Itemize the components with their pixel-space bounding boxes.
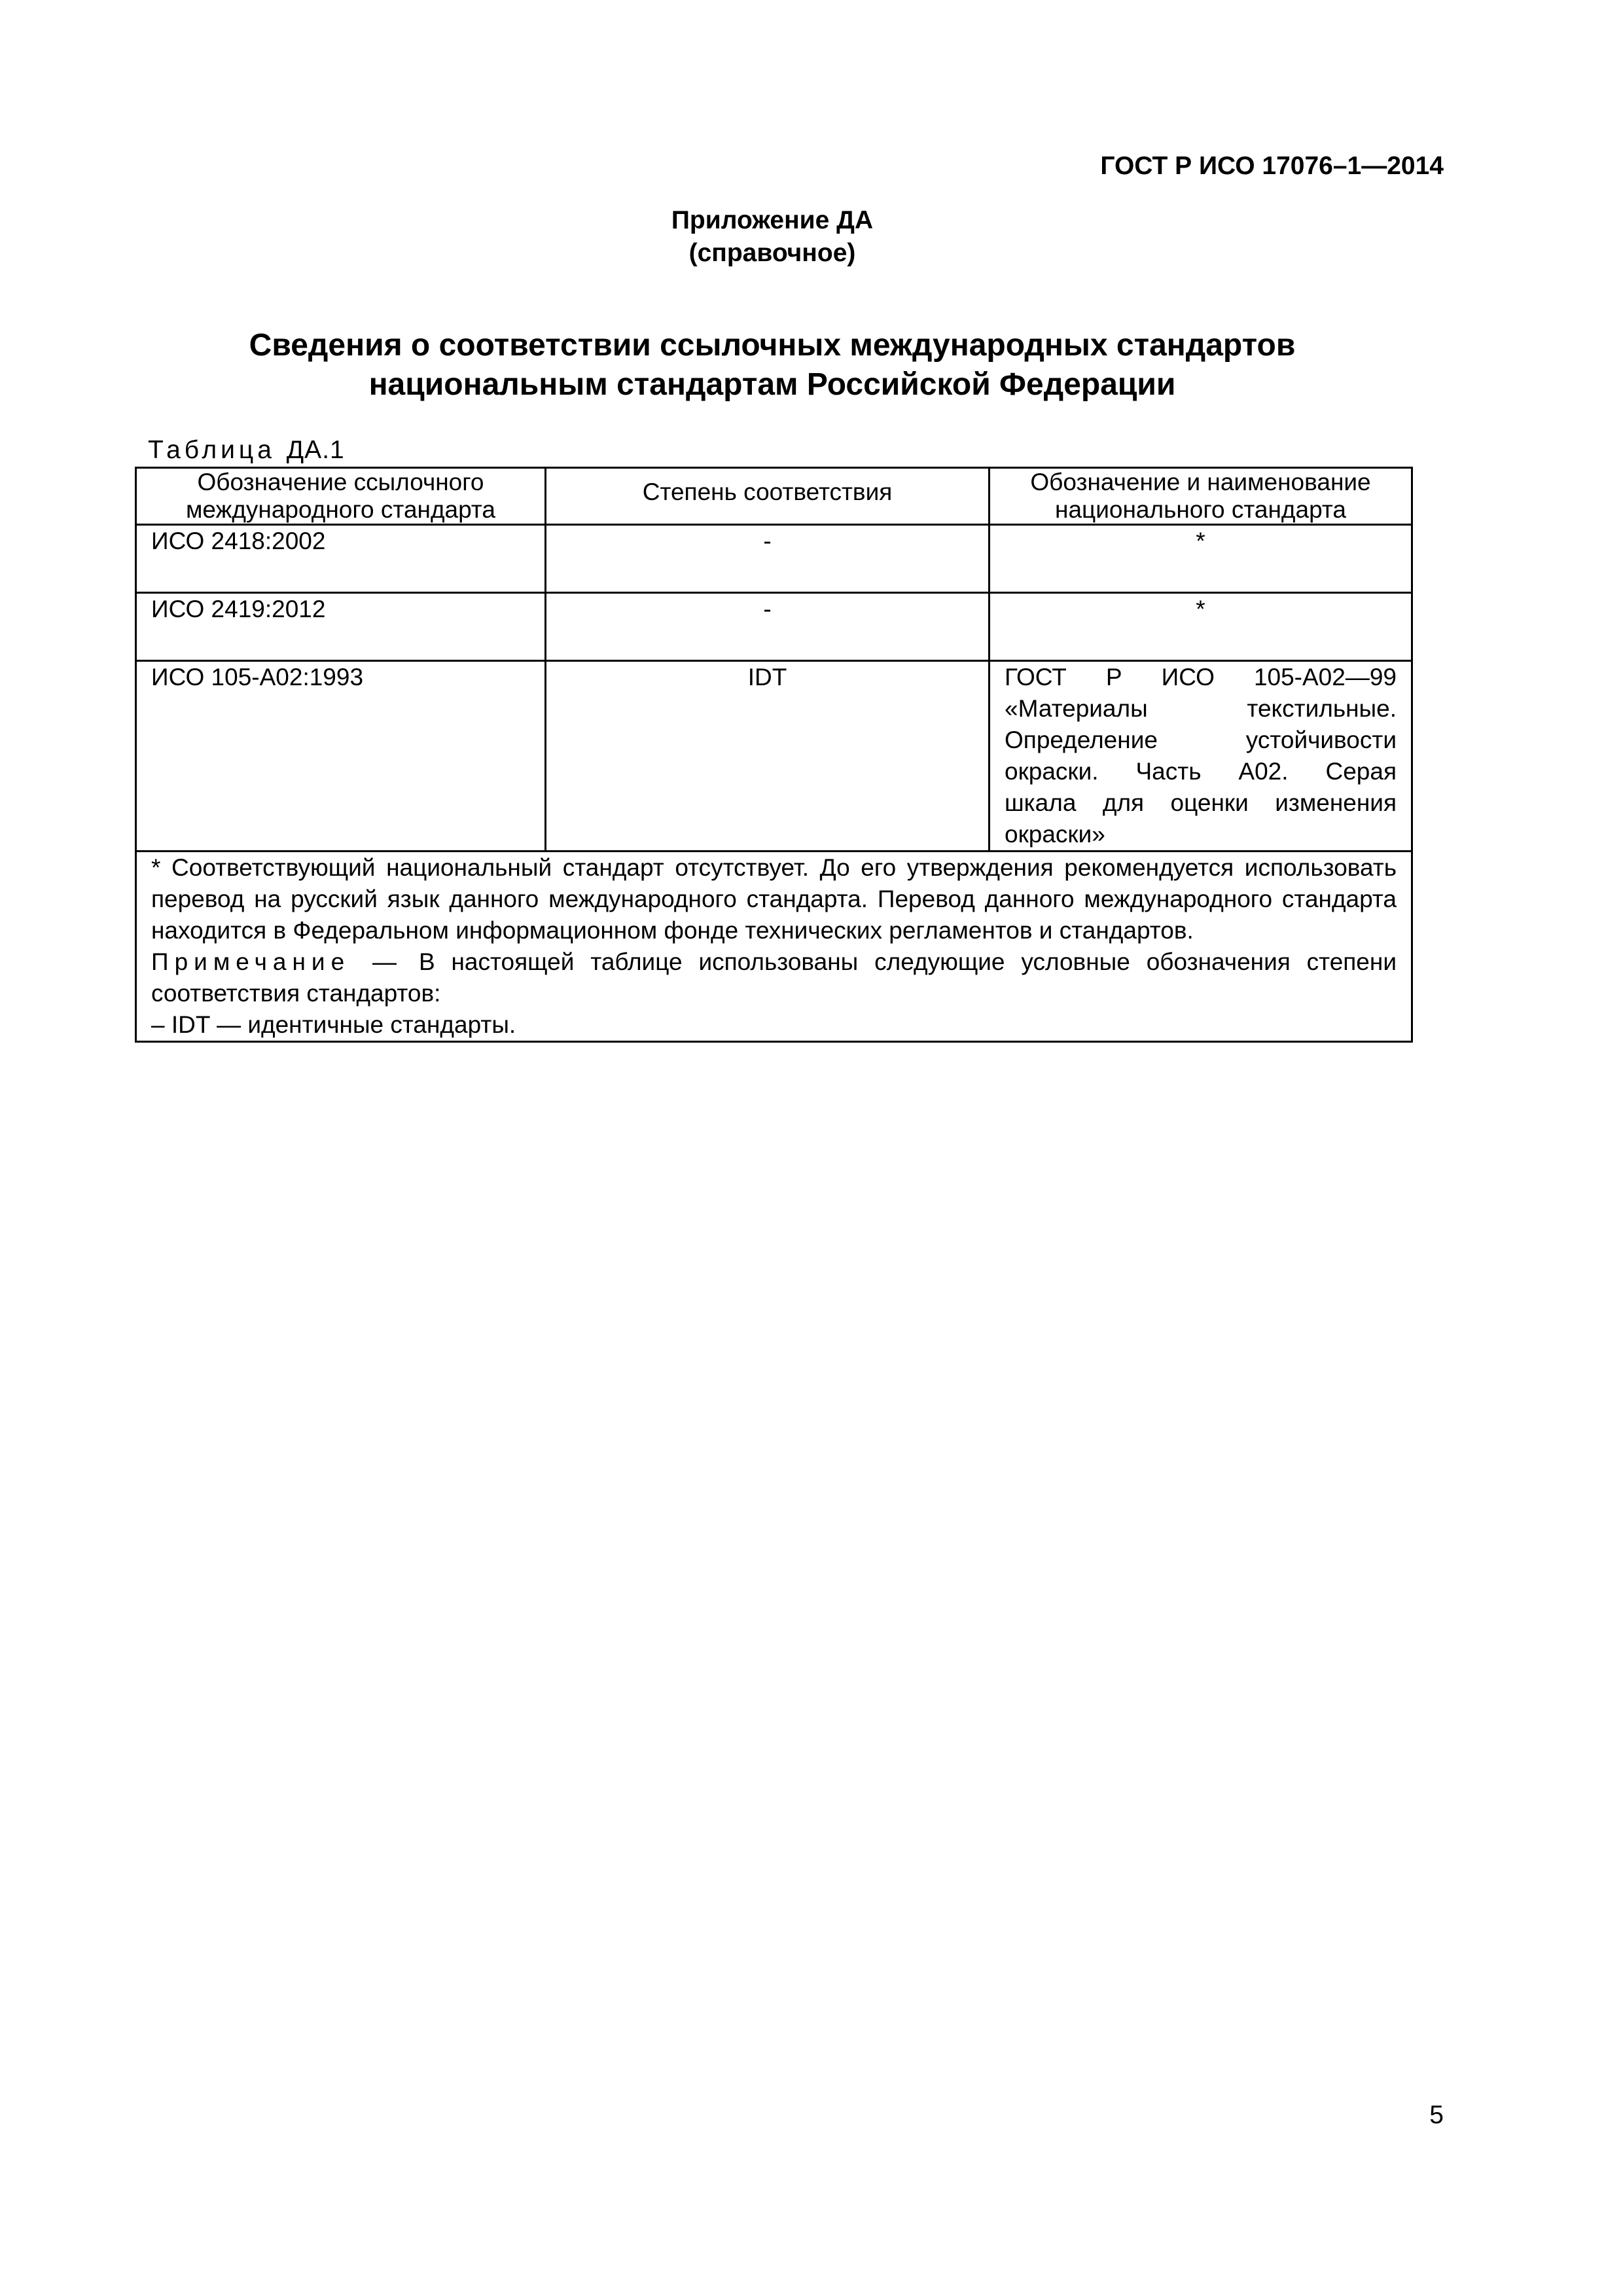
table-row bbox=[136, 525, 1412, 593]
page-number: 5 bbox=[1429, 2101, 1444, 2129]
cell-intl-standard: ИСО 105-А02:1993 bbox=[136, 661, 546, 852]
national-standard-line: шкала для оценки изменения bbox=[1005, 789, 1397, 816]
footnote-line: находится в Федеральном информационном фонде технических регламентов и стандартов. bbox=[151, 917, 1194, 944]
national-standard-line: «Материалы текстильные. bbox=[1005, 695, 1397, 722]
national-standard-line: окраски» bbox=[1005, 821, 1105, 848]
header-intl-standard bbox=[136, 468, 546, 525]
header-national-standard bbox=[990, 468, 1412, 525]
header-national-line-2: национального стандарта bbox=[1055, 496, 1346, 523]
page-title-line-2: национальным стандартам Российской Федерации bbox=[368, 367, 1176, 402]
header-intl-line-1: Обозначение ссылочного bbox=[197, 469, 484, 495]
cell-intl-standard: ИСО 2419:2012 bbox=[136, 593, 546, 661]
cell-national-standard: * bbox=[990, 525, 1412, 593]
national-standard-line: ГОСТ Р ИСО 105-А02—99 bbox=[1005, 664, 1397, 691]
table-header-row bbox=[136, 468, 1412, 525]
table-footnote bbox=[136, 852, 1412, 1042]
table-caption-number: ДА.1 bbox=[286, 436, 345, 464]
header-degree-text: Степень соответствия bbox=[642, 478, 893, 505]
cell-degree: - bbox=[546, 525, 990, 593]
table-footnote-row bbox=[136, 852, 1412, 1042]
footnote-line: * Соответствующий национальный стандарт отсутствует. До его утверждения рекомендуется использовать bbox=[151, 854, 1397, 881]
annex-heading bbox=[0, 204, 1544, 270]
header-national-line-1: Обозначение и наименование bbox=[1030, 469, 1371, 495]
cell-national-standard bbox=[990, 661, 1412, 852]
page-title-line-1: Сведения о соответствии ссылочных международных стандартов bbox=[249, 328, 1296, 363]
annex-subtitle: (справочное) bbox=[688, 239, 856, 267]
header-degree bbox=[546, 468, 990, 525]
header-intl-line-2: международного стандарта bbox=[185, 496, 495, 523]
note-text: В настоящей таблице использованы следующие условные обозначения степени bbox=[418, 948, 1397, 975]
note-line: – IDT — идентичные стандарты. bbox=[151, 1011, 516, 1038]
cell-intl-standard: ИСО 2418:2002 bbox=[136, 525, 546, 593]
note-line: соответствия стандартов: bbox=[151, 980, 441, 1007]
page-title bbox=[0, 326, 1544, 404]
document-code: ГОСТ Р ИСО 17076–1—2014 bbox=[1100, 152, 1444, 180]
annex-title: Приложение ДА bbox=[671, 206, 874, 234]
cell-degree: IDT bbox=[546, 661, 990, 852]
table-caption-label: Таблица bbox=[148, 436, 276, 464]
national-standard-line: Определение устойчивости bbox=[1005, 726, 1397, 753]
table-caption bbox=[148, 435, 345, 466]
note-label: Примечание — bbox=[151, 948, 403, 975]
cell-degree: - bbox=[546, 593, 990, 661]
table-row bbox=[136, 661, 1412, 852]
note-line bbox=[151, 946, 1397, 978]
standards-correspondence-table bbox=[135, 467, 1413, 1043]
table-row bbox=[136, 593, 1412, 661]
national-standard-line: окраски. Часть А02. Серая bbox=[1005, 758, 1397, 785]
cell-national-standard: * bbox=[990, 593, 1412, 661]
footnote-line: перевод на русский язык данного международного стандарта. Перевод данного международного стандарта bbox=[151, 886, 1397, 912]
